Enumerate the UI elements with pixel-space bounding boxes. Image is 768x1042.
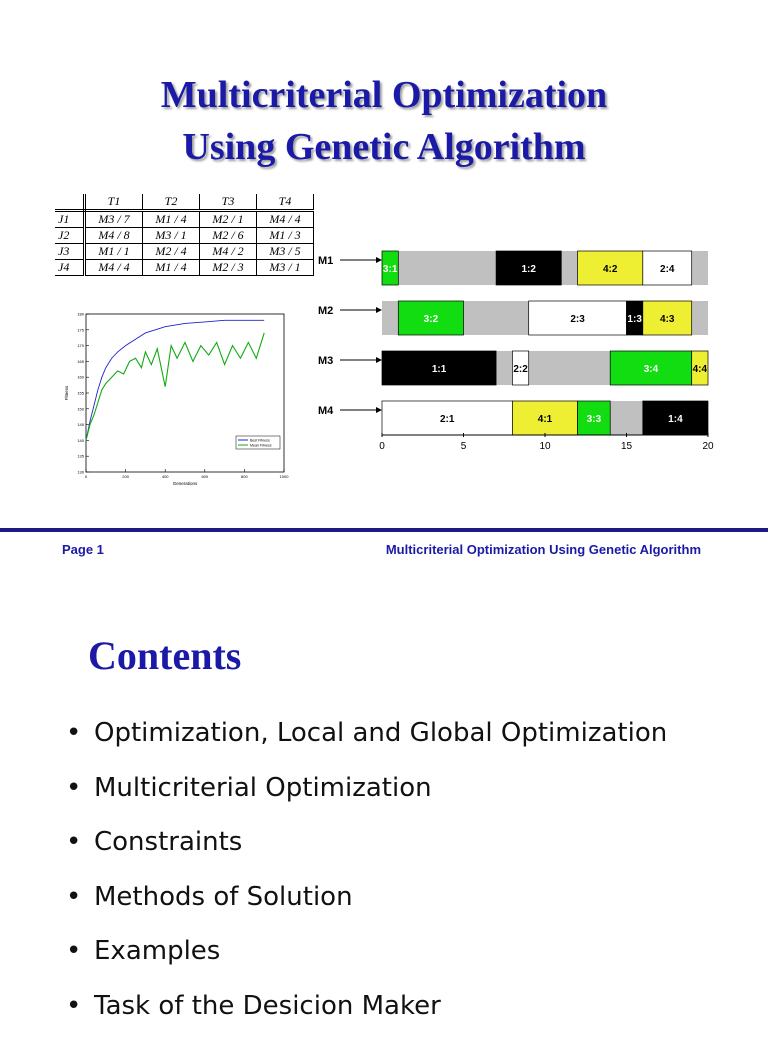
task-label: 1:2 [521, 264, 536, 275]
bullet-icon: • [66, 988, 94, 1024]
task-label: 2:1 [440, 414, 455, 425]
table-cell: M1 / 4 [143, 211, 200, 228]
x-axis-label: Generations [173, 481, 198, 486]
y-tick-label: 130 [77, 470, 84, 475]
table-row [55, 211, 314, 228]
y-tick-label: 165 [77, 359, 84, 364]
list-item-text: Task of the Desicion Maker [94, 991, 441, 1021]
task-label: 4:4 [693, 364, 708, 375]
task-label: 3:3 [587, 414, 602, 425]
list-item [66, 879, 667, 934]
contents-heading: Contents [88, 632, 241, 679]
task-label: 2:4 [660, 264, 675, 275]
task-label: 4:1 [538, 414, 553, 425]
row-header: J3 [55, 244, 85, 260]
task-label: 1:3 [627, 314, 642, 325]
bullet-icon: • [66, 715, 94, 751]
list-item [66, 988, 667, 1042]
table-cell: M2 / 1 [200, 211, 257, 228]
table-cell: M3 / 1 [257, 260, 314, 276]
task-label: 2:3 [570, 314, 585, 325]
column-header: T1 [85, 194, 143, 211]
contents-list [66, 715, 667, 1042]
task-label: 4:3 [660, 314, 675, 325]
y-tick-label: 175 [77, 327, 84, 332]
machine-arrow-head [376, 357, 382, 363]
list-item-text: Examples [94, 936, 220, 966]
x-tick-label: 0 [379, 441, 385, 452]
x-tick-label: 400 [162, 474, 169, 479]
task-label: 3:4 [644, 364, 659, 375]
x-tick-label: 1000 [280, 474, 290, 479]
list-item [66, 715, 667, 770]
list-item [66, 824, 667, 879]
footer-title: Multicriterial Optimization Using Genetic Algorithm [386, 542, 701, 557]
y-tick-label: 135 [77, 454, 84, 459]
y-tick-label: 155 [77, 391, 84, 396]
x-tick-label: 600 [201, 474, 208, 479]
table-cell: M2 / 4 [143, 244, 200, 260]
machine-label: M2 [318, 305, 333, 317]
bullet-icon: • [66, 770, 94, 806]
legend-entry: Best Fitness [250, 439, 270, 443]
table-cell: M3 / 5 [257, 244, 314, 260]
y-axis-label: Fitness [64, 385, 69, 400]
row-header: J4 [55, 260, 85, 276]
x-tick-label: 800 [241, 474, 248, 479]
task-label: 1:4 [668, 414, 683, 425]
y-tick-label: 145 [77, 422, 84, 427]
list-item-text: Methods of Solution [94, 882, 353, 912]
job-machine-table [55, 194, 314, 276]
y-tick-label: 170 [77, 343, 84, 348]
table-cell: M1 / 1 [85, 244, 143, 260]
machine-arrow-head [376, 407, 382, 413]
gantt-chart [312, 245, 722, 465]
table-cell: M4 / 4 [257, 211, 314, 228]
task-label: 4:2 [603, 264, 618, 275]
x-tick-label: 10 [539, 441, 551, 452]
column-header: T3 [200, 194, 257, 211]
x-tick-label: 15 [621, 441, 633, 452]
table-cell: M4 / 4 [85, 260, 143, 276]
table-cell: M4 / 8 [85, 228, 143, 244]
list-item-text: Multicriterial Optimization [94, 773, 432, 803]
list-item-text: Optimization, Local and Global Optimization [94, 718, 667, 748]
table-cell: M2 / 6 [200, 228, 257, 244]
machine-label: M4 [318, 405, 334, 417]
slide-title-line1: Multicriterial Optimization [0, 72, 768, 118]
machine-arrow-head [376, 307, 382, 313]
slide-title-line2: Using Genetic Algorithm [0, 124, 768, 170]
column-header: T2 [143, 194, 200, 211]
table-row [55, 244, 314, 260]
footer-rule [0, 528, 768, 532]
y-tick-label: 150 [77, 406, 84, 411]
x-tick-label: 200 [122, 474, 129, 479]
table-cell: M2 / 3 [200, 260, 257, 276]
bullet-icon: • [66, 879, 94, 915]
table-row [55, 260, 314, 276]
x-tick-label: 20 [702, 441, 714, 452]
page-number: Page 1 [62, 542, 104, 557]
task-label: 3:1 [383, 264, 398, 275]
row-header: J2 [55, 228, 85, 244]
machine-label: M1 [318, 255, 333, 267]
table-header-row [55, 194, 314, 211]
legend-entry: Mean Fitness [250, 444, 272, 448]
list-item [66, 933, 667, 988]
table-cell: M3 / 7 [85, 211, 143, 228]
fitness-chart [60, 308, 300, 488]
y-tick-label: 180 [77, 312, 84, 317]
machine-label: M3 [318, 355, 333, 367]
table-cell: M4 / 2 [200, 244, 257, 260]
table-cell: M1 / 4 [143, 260, 200, 276]
table-corner [55, 194, 85, 211]
row-header: J1 [55, 211, 85, 228]
list-item [66, 770, 667, 825]
y-tick-label: 140 [77, 438, 84, 443]
x-tick-label: 0 [85, 474, 88, 479]
bullet-icon: • [66, 824, 94, 860]
task-label: 1:1 [432, 364, 447, 375]
table-cell: M1 / 3 [257, 228, 314, 244]
task-label: 3:2 [424, 314, 439, 325]
y-tick-label: 160 [77, 375, 84, 380]
machine-arrow-head [376, 257, 382, 263]
column-header: T4 [257, 194, 314, 211]
table-row [55, 228, 314, 244]
task-label: 2:2 [513, 364, 528, 375]
table-cell: M3 / 1 [143, 228, 200, 244]
x-tick-label: 5 [461, 441, 467, 452]
list-item-text: Constraints [94, 827, 242, 857]
bullet-icon: • [66, 933, 94, 969]
